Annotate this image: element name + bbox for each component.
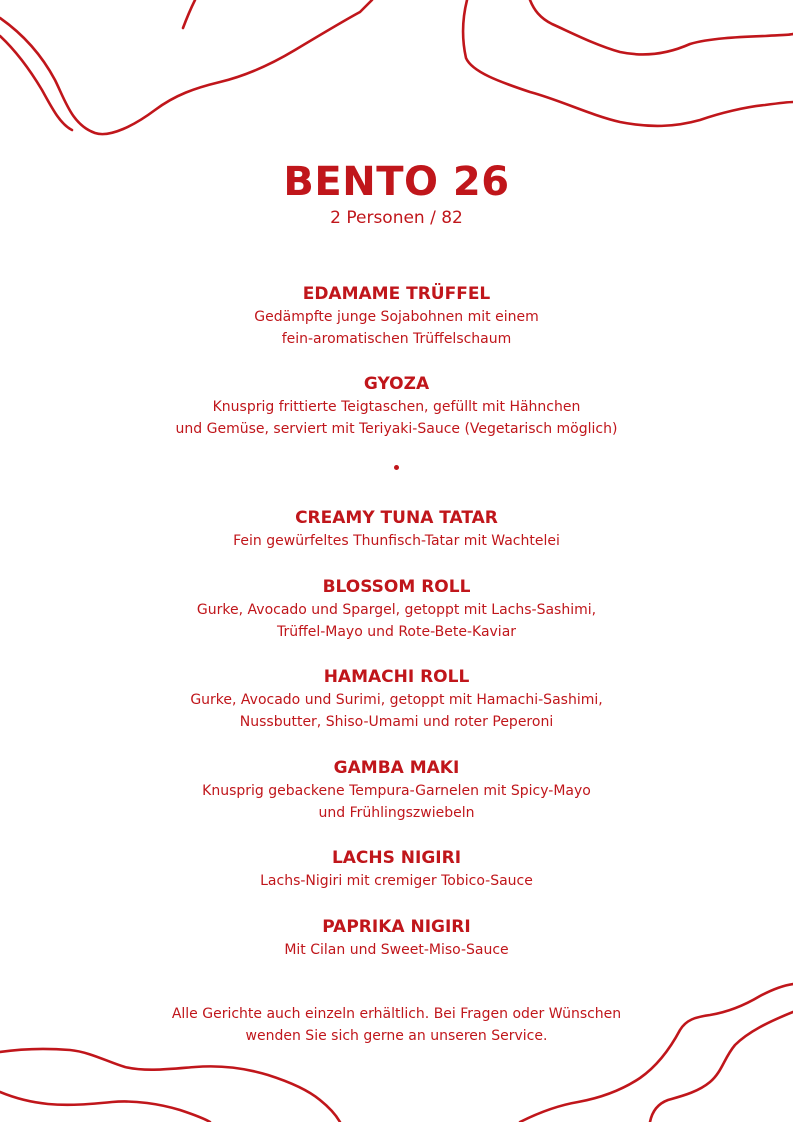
dish-description: [0, 530, 793, 552]
dish-gyoza: [0, 372, 793, 440]
dish-description: [0, 306, 793, 350]
dish-description: [0, 689, 793, 733]
dish-description: [0, 870, 793, 892]
dish-description: [0, 780, 793, 824]
dish-description-line: Trüffel-Mayo und Rote-Bete-Kaviar: [276, 624, 517, 640]
footer-line: Alle Gerichte auch einzeln erhältlich. Bei Fragen oder Wünschen: [171, 1006, 622, 1022]
dish-description: [0, 939, 793, 961]
wave-line-top-left-3: [183, 0, 195, 28]
dish-edamame-trueffel: [0, 282, 793, 350]
footer-line: wenden Sie sich gerne an unseren Service.: [245, 1028, 548, 1044]
wave-line-top-left-2: [0, 36, 72, 130]
dish-description-line: Lachs-Nigiri mit cremiger Tobico-Sauce: [260, 873, 533, 889]
dish-gamba-maki: [0, 756, 793, 824]
dish-description-line: Gurke, Avocado und Surimi, getoppt mit Hamachi-Sashimi,: [190, 692, 603, 708]
dish-lachs-nigiri: [0, 846, 793, 892]
dish-hamachi-roll: [0, 665, 793, 733]
dish-name: LACHS NIGIRI: [331, 848, 462, 868]
dish-name: PAPRIKA NIGIRI: [322, 917, 471, 937]
dish-description-line: Mit Cilan und Sweet-Miso-Sauce: [284, 942, 509, 958]
dish-description-line: Knusprig gebackene Tempura-Garnelen mit Spicy-Mayo: [202, 783, 591, 799]
wave-line-bottom-left-1: [0, 1049, 340, 1122]
wave-line-top-right-1: [463, 0, 793, 126]
dish-name: BLOSSOM ROLL: [322, 577, 471, 597]
dish-description-line: und Frühlingszwiebeln: [318, 805, 475, 821]
dish-creamy-tuna-tatar: [0, 506, 793, 552]
dish-paprika-nigiri: [0, 915, 793, 961]
wave-line-top-right-2: [530, 0, 793, 54]
dish-name: HAMACHI ROLL: [323, 667, 470, 687]
dish-name: GAMBA MAKI: [333, 758, 460, 778]
menu-subtitle: 2 Personen / 82: [330, 208, 463, 228]
dish-name: EDAMAME TRÜFFEL: [302, 284, 491, 304]
dish-description-line: Gurke, Avocado und Spargel, getoppt mit Lachs-Sashimi,: [196, 602, 597, 618]
dish-description: [0, 396, 793, 440]
dish-description-line: Nussbutter, Shiso-Umami und roter Peperoni: [239, 714, 554, 730]
dish-blossom-roll: [0, 575, 793, 643]
menu-title: BENTO 26: [283, 159, 510, 205]
dish-description-line: Gedämpfte junge Sojabohnen mit einem: [254, 309, 539, 325]
dish-description-line: Fein gewürfeltes Thunfisch-Tatar mit Wachtelei: [233, 533, 560, 549]
wave-line-bottom-left-2: [0, 1092, 210, 1122]
dish-description-line: fein-aromatischen Trüffelschaum: [281, 331, 512, 347]
section-divider-dot: [394, 465, 399, 470]
dish-name: GYOZA: [363, 374, 430, 394]
wave-line-top-left-1: [0, 0, 372, 134]
dish-description: [0, 599, 793, 643]
dish-name: CREAMY TUNA TATAR: [295, 508, 498, 528]
footer-note: [0, 1003, 793, 1047]
dish-description-line: und Gemüse, serviert mit Teriyaki-Sauce (Vegetarisch möglich): [175, 421, 618, 437]
dish-description-line: Knusprig frittierte Teigtaschen, gefüllt mit Hähnchen: [212, 399, 581, 415]
